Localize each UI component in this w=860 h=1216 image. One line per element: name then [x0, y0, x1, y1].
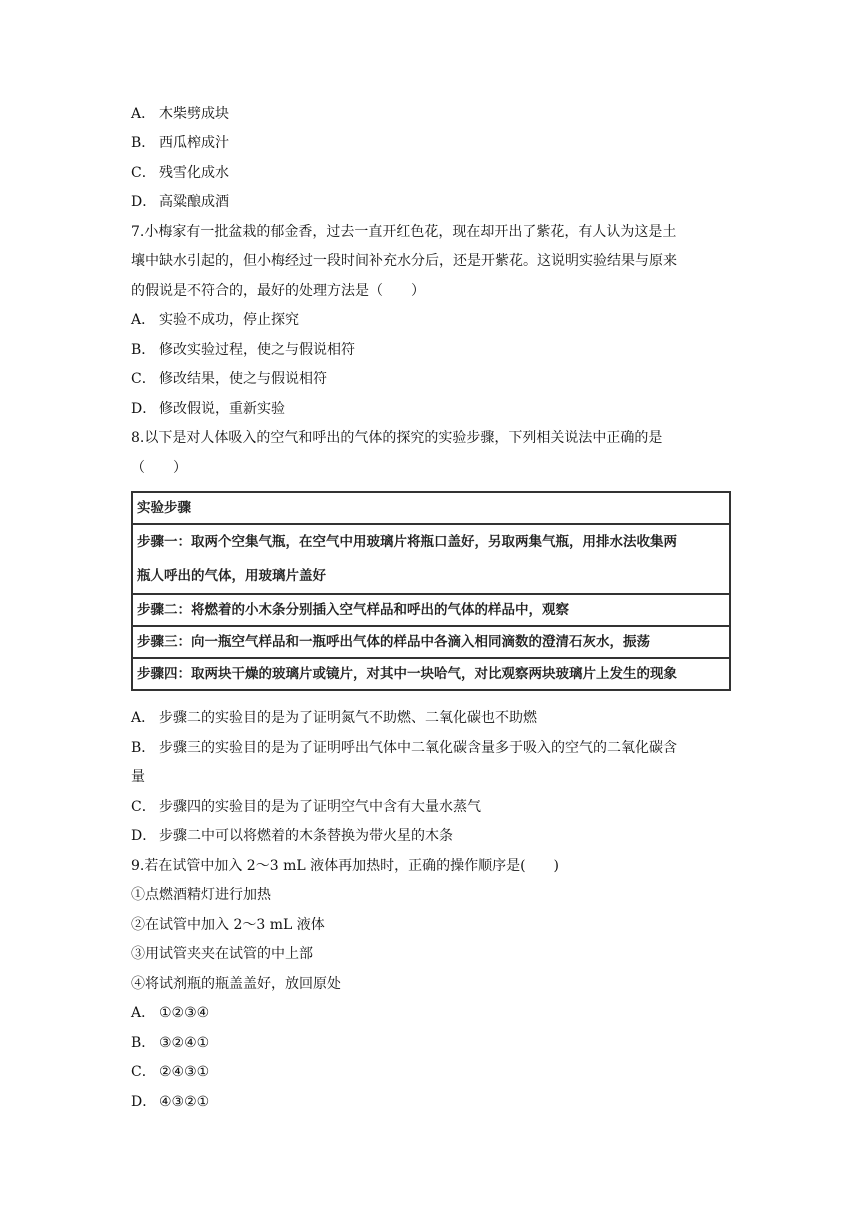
step1-line1: 步骤一：取两个空集气瓶，在空气中用玻璃片将瓶口盖好，另取两集气瓶，用排水法收集两: [137, 534, 677, 550]
option-text: 实验不成功，停止探究: [159, 312, 299, 328]
option-text: 修改结果，使之与假说相符: [159, 371, 327, 387]
q8-option-c: [131, 797, 481, 817]
option-text: 步骤四的实验目的是为了证明空气中含有大量水蒸气: [159, 799, 481, 815]
option-letter: B．: [131, 135, 156, 151]
option-text: 修改实验过程，使之与假说相符: [159, 342, 355, 358]
table-row-step3: 步骤三：向一瓶空气样品和一瓶呼出气体的样品中各滴入相同滴数的澄清石灰水，振荡: [133, 627, 729, 659]
q9-item-4: ④将试剂瓶的瓶盖盖好，放回原处: [131, 976, 341, 992]
option-text: 高粱酿成酒: [159, 194, 229, 210]
q8-stem-line-1: 8.以下是对人体吸入的空气和呼出的气体的探究的实验步骤，下列相关说法中正确的是: [131, 430, 663, 446]
option-text: 西瓜榨成汁: [159, 135, 229, 151]
experiment-steps-table: [131, 491, 731, 691]
option-letter: C．: [131, 1064, 156, 1080]
q9-option-b: [131, 1033, 209, 1053]
option-text: 步骤三的实验目的是为了证明呼出气体中二氧化碳含量多于吸入的空气的二氧化碳含: [159, 740, 677, 756]
q7-stem-line-3: 的假说是不符合的，最好的处理方法是（ ）: [131, 283, 425, 299]
option-text: 木柴劈成块: [159, 106, 229, 122]
option-letter: B．: [131, 1035, 156, 1051]
q8-option-d: [131, 826, 453, 846]
q9-item-1: ①点燃酒精灯进行加热: [131, 887, 271, 903]
option-letter: B．: [131, 342, 156, 358]
option-letter: D．: [131, 401, 157, 417]
table-row-step4: 步骤四：取两块干燥的玻璃片或镜片，对其中一块哈气，对比观察两块玻璃片上发生的现象: [133, 659, 729, 691]
q9-option-a: [131, 1003, 209, 1023]
q6-option-a: [131, 104, 229, 124]
q7-option-a: [131, 310, 299, 330]
q9-item-3: ③用试管夹夹在试管的中上部: [131, 946, 313, 962]
option-letter: C．: [131, 799, 156, 815]
q7-option-b: [131, 340, 355, 360]
option-text: ②④③①: [159, 1064, 210, 1080]
option-letter: C．: [131, 165, 156, 181]
q7-stem-line-1: 7.小梅家有一批盆栽的郁金香，过去一直开红色花，现在却开出了紫花，有人认为这是土: [131, 224, 677, 240]
q6-option-b: [131, 133, 229, 153]
q7-option-c: [131, 369, 327, 389]
q8-option-b: [131, 738, 677, 758]
q7-stem-line-2: 壤中缺水引起的，但小梅经过一段时间补充水分后，还是开紫花。这说明实验结果与原来: [131, 253, 677, 269]
q9-stem: 9.若在试管中加入 2～3 mL 液体再加热时，正确的操作顺序是( ): [131, 858, 560, 874]
option-letter: D．: [131, 828, 157, 844]
table-header: 实验步骤: [133, 493, 729, 525]
q9-item-2: ②在试管中加入 2～3 mL 液体: [131, 917, 325, 933]
option-text: ④③②①: [159, 1094, 210, 1110]
option-letter: D．: [131, 1094, 157, 1110]
q8-option-b-cont: 量: [131, 769, 145, 785]
option-letter: A．: [131, 312, 156, 328]
option-letter: B．: [131, 740, 156, 756]
option-letter: C．: [131, 371, 156, 387]
option-text: 残雪化成水: [159, 165, 229, 181]
option-letter: A．: [131, 1005, 156, 1021]
table-row-step2: 步骤二：将燃着的小木条分别插入空气样品和呼出的气体的样品中，观察: [133, 595, 729, 627]
q8-option-a: [131, 708, 537, 728]
option-letter: A．: [131, 710, 156, 726]
option-text: 步骤二中可以将燃着的木条替换为带火星的木条: [159, 828, 453, 844]
option-text: ①②③④: [159, 1005, 210, 1021]
q9-option-c: [131, 1062, 209, 1082]
option-letter: A．: [131, 106, 156, 122]
table-row-step1: [133, 525, 729, 595]
q6-option-c: [131, 163, 229, 183]
option-text: 修改假说，重新实验: [159, 401, 285, 417]
q6-option-d: [131, 192, 229, 212]
option-letter: D．: [131, 194, 157, 210]
step1-line2: 瓶人呼出的气体，用玻璃片盖好: [137, 568, 326, 584]
option-text: ③②④①: [159, 1035, 210, 1051]
q7-option-d: [131, 399, 285, 419]
q8-stem-line-2: （ ）: [131, 460, 187, 476]
option-text: 步骤二的实验目的是为了证明氮气不助燃、二氧化碳也不助燃: [159, 710, 537, 726]
q9-option-d: [131, 1092, 209, 1112]
